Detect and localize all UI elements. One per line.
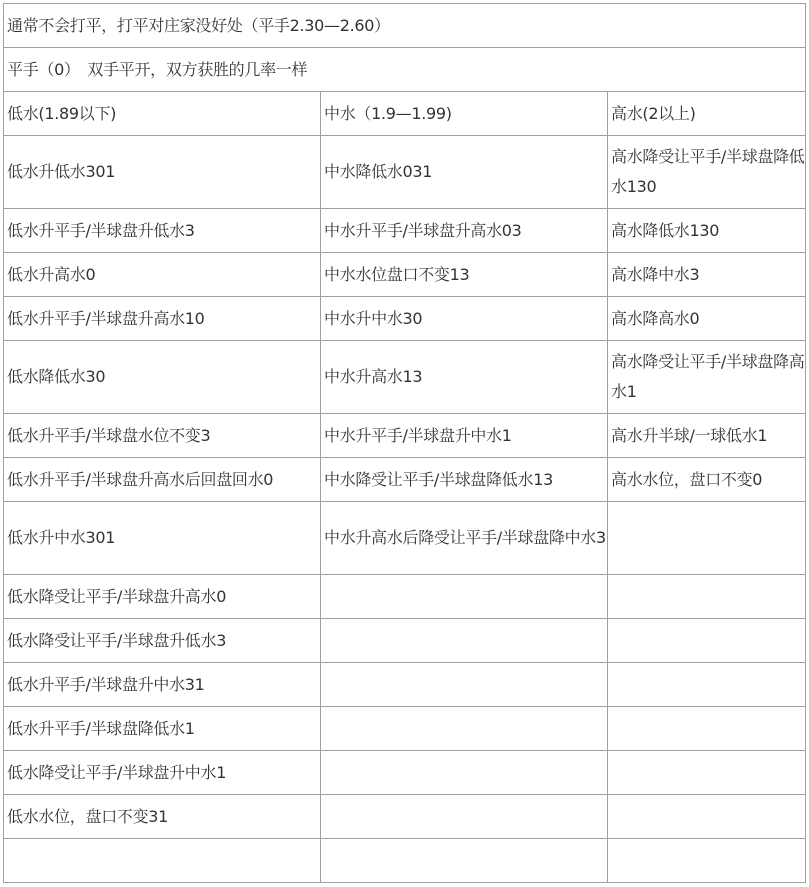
table-row [4, 795, 806, 839]
table-row [4, 253, 806, 297]
table-row [4, 136, 806, 209]
table-cell [321, 839, 608, 883]
table-cell: 高水降高水0 [608, 297, 806, 341]
table-cell: 中水降受让平手/半球盘降低水13 [321, 458, 608, 502]
table-cell [321, 575, 608, 619]
header-low-water: 低水(1.89以下) [4, 92, 321, 136]
table-cell: 中水升平手/半球盘升中水1 [321, 414, 608, 458]
table-cell: 低水降低水30 [4, 341, 321, 414]
table-cell [608, 839, 806, 883]
table-row [4, 502, 806, 575]
table-cell [321, 707, 608, 751]
table-cell: 低水降受让平手/半球盘升高水0 [4, 575, 321, 619]
table-cell [608, 707, 806, 751]
header-mid-water: 中水（1.9—1.99) [321, 92, 608, 136]
table-row-empty [4, 839, 806, 883]
table-cell [321, 619, 608, 663]
table-cell: 低水升平手/半球盘升中水31 [4, 663, 321, 707]
table-cell: 低水升平手/半球盘升高水后回盘回水0 [4, 458, 321, 502]
table-cell: 高水降低水130 [608, 209, 806, 253]
table-cell [321, 663, 608, 707]
table-cell [608, 795, 806, 839]
table-row [4, 458, 806, 502]
table-cell [321, 751, 608, 795]
table-cell [608, 575, 806, 619]
table-subtitle-cell: 平手（0） 双手平开，双方获胜的几率一样 [4, 48, 806, 92]
table-cell: 中水降低水031 [321, 136, 608, 209]
table-row [4, 663, 806, 707]
odds-table [3, 3, 806, 883]
table-cell: 高水降受让平手/半球盘降低水130 [608, 136, 806, 209]
table-cell: 中水升高水后降受让平手/半球盘降中水3 [321, 502, 608, 575]
table-cell: 中水升高水13 [321, 341, 608, 414]
table-row [4, 707, 806, 751]
table-row [4, 575, 806, 619]
table-row [4, 751, 806, 795]
header-high-water: 高水(2以上) [608, 92, 806, 136]
table-title-cell: 通常不会打平，打平对庄家没好处（平手2.30—2.60） [4, 4, 806, 48]
table-cell: 高水降中水3 [608, 253, 806, 297]
table-cell: 高水降受让平手/半球盘降高水1 [608, 341, 806, 414]
table-cell: 中水升中水30 [321, 297, 608, 341]
table-cell: 低水水位，盘口不变31 [4, 795, 321, 839]
table-cell: 高水水位，盘口不变0 [608, 458, 806, 502]
table-row [4, 619, 806, 663]
table-cell: 低水升低水301 [4, 136, 321, 209]
table-cell: 高水升半球/一球低水1 [608, 414, 806, 458]
table-cell [4, 839, 321, 883]
table-cell: 低水升平手/半球盘降低水1 [4, 707, 321, 751]
table-row [4, 209, 806, 253]
table-header-row [4, 92, 806, 136]
table-cell: 中水升平手/半球盘升高水03 [321, 209, 608, 253]
table-subtitle-row [4, 48, 806, 92]
table-title-row [4, 4, 806, 48]
table-cell [321, 795, 608, 839]
table-cell: 低水升平手/半球盘升低水3 [4, 209, 321, 253]
table-cell [608, 751, 806, 795]
table-row [4, 414, 806, 458]
table-cell [608, 502, 806, 575]
table-row [4, 341, 806, 414]
table-cell [608, 663, 806, 707]
table-cell: 低水升中水301 [4, 502, 321, 575]
table-cell: 低水降受让平手/半球盘升低水3 [4, 619, 321, 663]
table-cell: 低水升高水0 [4, 253, 321, 297]
table-cell [608, 619, 806, 663]
table-row [4, 297, 806, 341]
table-cell: 低水降受让平手/半球盘升中水1 [4, 751, 321, 795]
table-cell: 中水水位盘口不变13 [321, 253, 608, 297]
table-cell: 低水升平手/半球盘水位不变3 [4, 414, 321, 458]
table-cell: 低水升平手/半球盘升高水10 [4, 297, 321, 341]
